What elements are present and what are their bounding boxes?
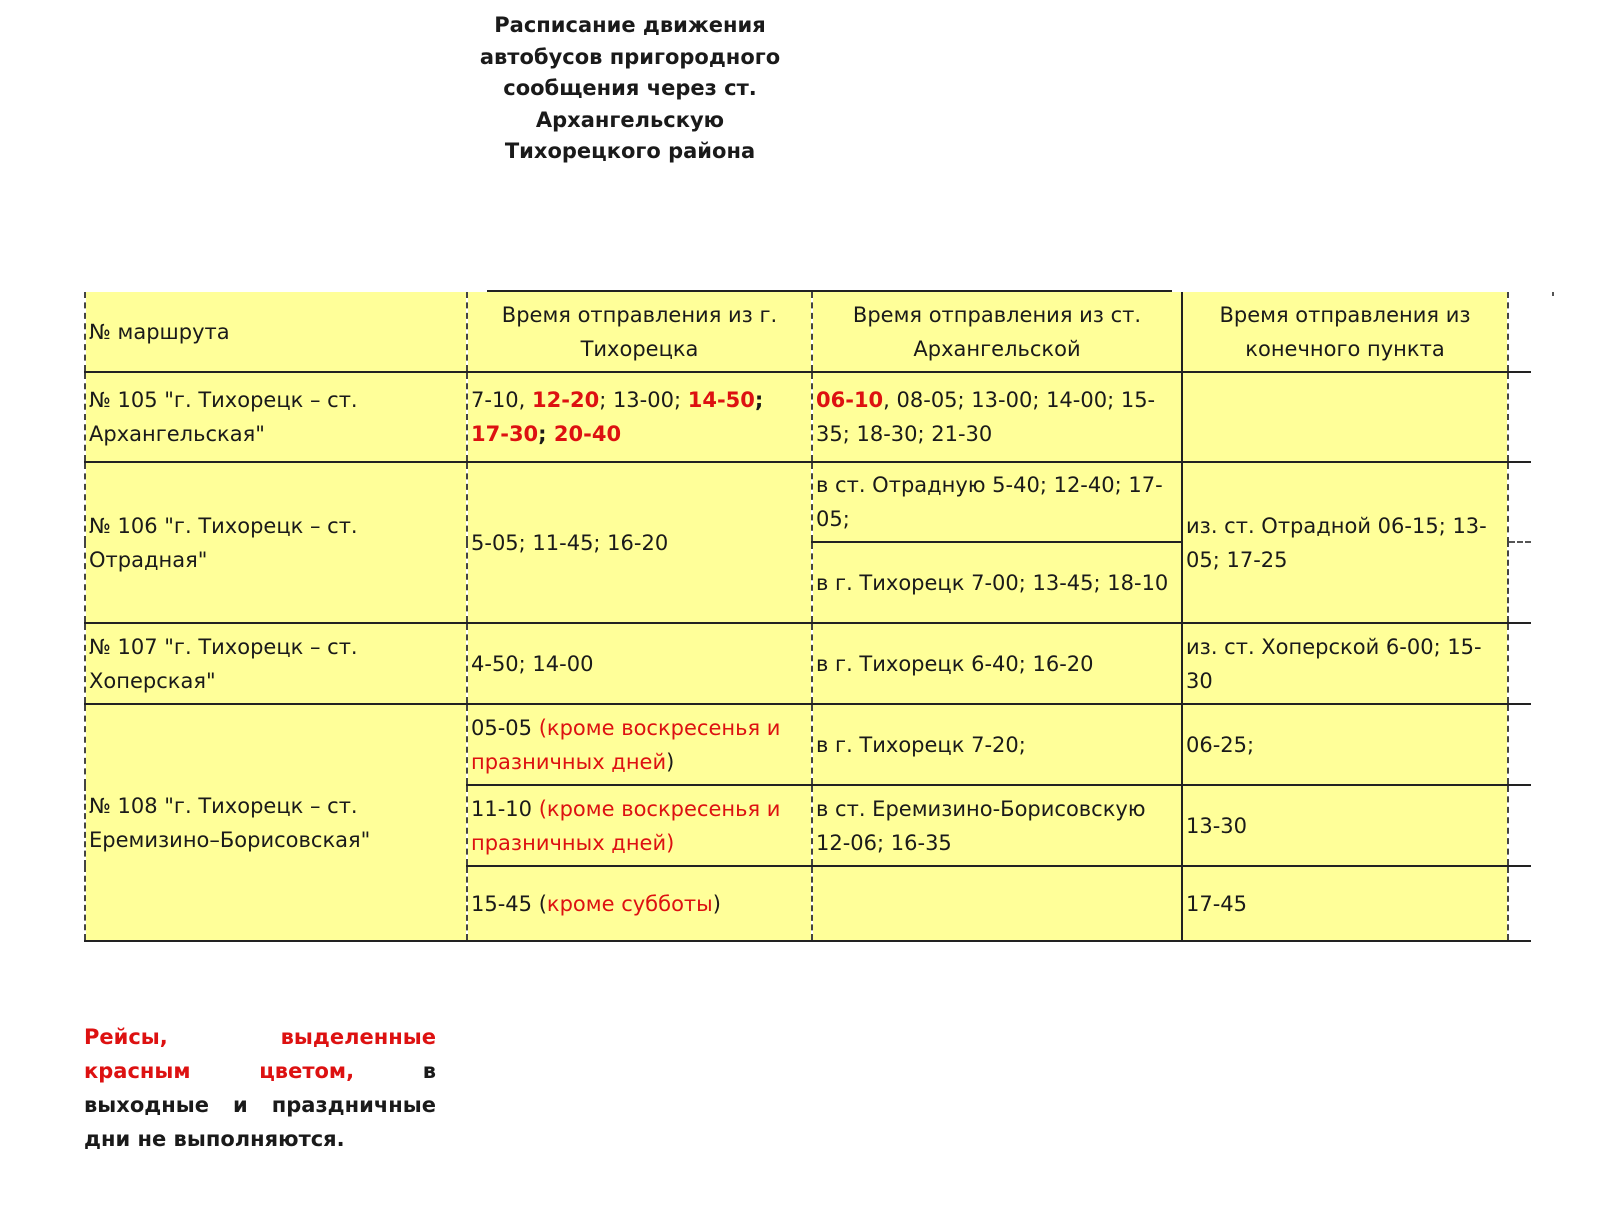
title-line: Расписание движения: [494, 13, 766, 37]
footnote: [84, 1020, 436, 1156]
table-row-106: [85, 462, 1531, 542]
header-from-terminal: Время отправления из конечного пункта: [1182, 292, 1508, 372]
schedule-title: [460, 10, 800, 168]
weekday-only-time: 06-10: [816, 388, 884, 412]
route-106-terminal-times: из. ст. Отрадной 06-15; 13-05; 17-25: [1182, 462, 1508, 623]
route-108-terminal-time-3: 17-45: [1182, 866, 1508, 941]
time-condition-note: (кроме воскресенья и празничных дней: [471, 715, 781, 774]
time-condition-note: (кроме воскресенья и празничных дней): [471, 796, 781, 855]
table-margin-cell: [1508, 372, 1531, 462]
weekday-only-time: 17-30: [471, 422, 539, 446]
route-108-name: № 108 "г. Тихорецк – ст. Еремизино–Борисовская": [85, 704, 467, 941]
route-108-terminal-time-1: 06-25;: [1182, 704, 1508, 785]
route-105-terminal-times: [1182, 372, 1508, 462]
route-106-name: № 106 "г. Тихорецк – ст. Отрадная": [85, 462, 467, 623]
weekday-only-time: 20-40: [553, 422, 622, 446]
time-text: 7-10,: [471, 388, 533, 412]
table-row-105: [85, 372, 1531, 462]
table-row-108a: [85, 704, 1531, 785]
route-107-terminal-times: из. ст. Хоперской 6-00; 15-30: [1182, 623, 1508, 704]
route-108-tikhoretsk-time-3: [467, 866, 812, 941]
route-108-arkh-time-2: в ст. Еремизино-Борисовскую 12-06; 16-35: [812, 785, 1182, 866]
route-108-terminal-time-2: 13-30: [1182, 785, 1508, 866]
footnote-black-part: в выходные и праздничные дни не выполняются.: [84, 1059, 436, 1151]
header-row: [85, 292, 1531, 372]
table-margin-cell: [1508, 292, 1531, 372]
title-line: Тихорецкого района: [504, 139, 756, 163]
table-row-107: [85, 623, 1531, 704]
route-105-arkh-times: [812, 372, 1182, 462]
table-margin-cell: [1508, 704, 1531, 785]
title-line: Архангельскую: [535, 107, 725, 132]
route-105-tikhoretsk-times: [467, 372, 812, 462]
route-107-name: № 107 "г. Тихорецк – ст. Хоперская": [85, 623, 467, 704]
time-text: ): [666, 749, 675, 774]
separator: ;: [538, 422, 554, 446]
route-106-tikhoretsk-times: 5-05; 11-45; 16-20: [467, 462, 812, 623]
time-text: ): [712, 891, 721, 916]
time-condition-note: кроме субботы: [546, 891, 713, 916]
time-text: 15-45 (: [471, 891, 547, 916]
title-line: автобусов пригородного: [479, 44, 781, 69]
table-margin-cell: [1508, 785, 1531, 866]
header-from-tikhoretsk: Время отправления из г. Тихорецка: [467, 292, 812, 372]
route-108-tikhoretsk-time-1: [467, 704, 812, 785]
weekday-only-time: 12-20: [532, 388, 600, 412]
route-108-arkh-time-1: в г. Тихорецк 7-20;: [812, 704, 1182, 785]
route-106-arkh-to-otradnaya: в ст. Отрадную 5-40; 12-40; 17-05;: [812, 462, 1182, 542]
route-107-arkh-times: в г. Тихорецк 6-40; 16-20: [812, 623, 1182, 704]
time-text: , 08-05; 13-00; 14-00; 15-35; 18-30; 21-30: [816, 388, 1156, 446]
header-route: № маршрута: [85, 292, 467, 372]
time-text: 05-05: [471, 715, 539, 740]
table-margin-cell: [1508, 866, 1531, 941]
time-text: 11-10: [471, 796, 539, 821]
route-106-arkh-to-tikhoretsk: в г. Тихорецк 7-00; 13-45; 18-10: [812, 542, 1182, 623]
route-105-name: № 105 "г. Тихорецк – ст. Архангельская": [85, 372, 467, 462]
table-margin-cell: [1508, 623, 1531, 704]
title-line: сообщения через ст.: [503, 76, 757, 100]
route-108-tikhoretsk-time-2: [467, 785, 812, 866]
route-107-tikhoretsk-times: 4-50; 14-00: [467, 623, 812, 704]
footnote-red-part: Рейсы, выделенные красным цветом,: [84, 1025, 436, 1083]
schedule-table: [84, 292, 1531, 942]
table-margin-cell: [1508, 542, 1531, 623]
table-margin-cell: [1508, 462, 1531, 542]
route-108-arkh-time-3: [812, 866, 1182, 941]
page-edge-mark: [1552, 292, 1554, 296]
weekday-only-time: 14-50: [687, 388, 755, 412]
separator: ;: [754, 388, 764, 412]
header-from-arkhangelskaya: Время отправления из ст. Архангельской: [812, 292, 1182, 372]
time-text: ; 13-00;: [599, 388, 688, 412]
